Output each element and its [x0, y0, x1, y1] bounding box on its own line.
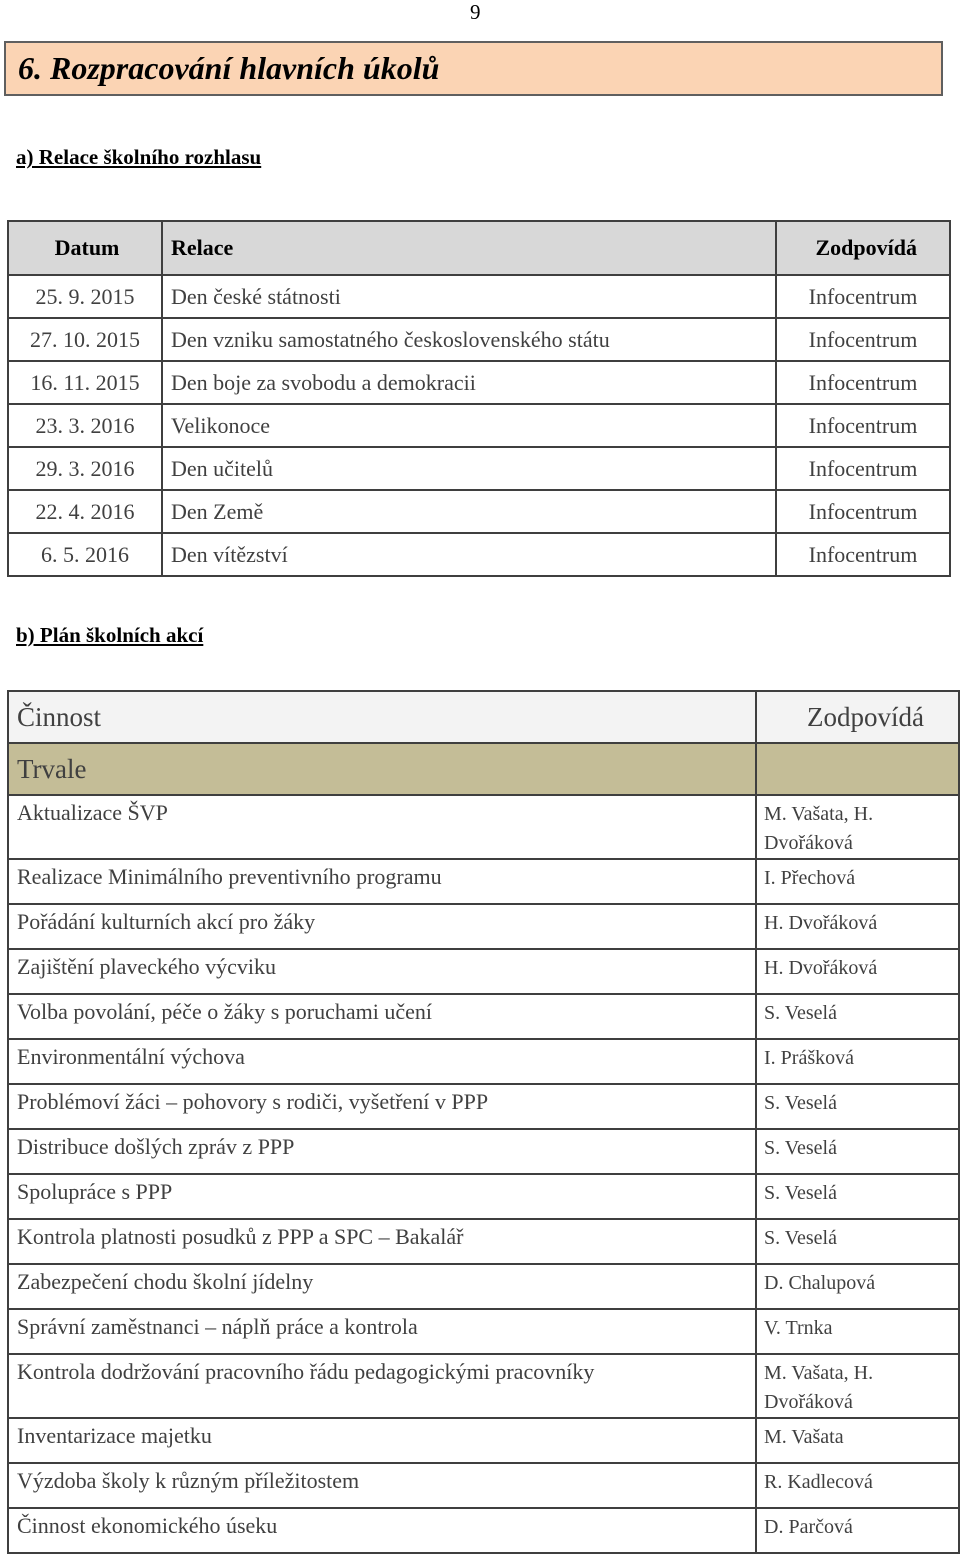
responsible-cell: M. Vašata: [756, 1418, 959, 1463]
table-row: [8, 318, 950, 361]
responsible-cell: R. Kadlecová: [756, 1463, 959, 1508]
category-label: Trvale: [8, 743, 756, 795]
table-row: [8, 490, 950, 533]
activity-cell: Pořádání kulturních akcí pro žáky: [8, 904, 756, 949]
activity-cell: Spolupráce s PPP: [8, 1174, 756, 1219]
page-number: 9: [470, 0, 481, 24]
table-header-row: [8, 221, 950, 275]
activity-cell: Distribuce došlých zpráv z PPP: [8, 1129, 756, 1174]
responsible-cell: D. Chalupová: [756, 1264, 959, 1309]
responsible-cell: H. Dvořáková: [756, 949, 959, 994]
activity-cell: Realizace Minimálního preventivního programu: [8, 859, 756, 904]
table-row: [8, 795, 959, 859]
responsible-cell: H. Dvořáková: [756, 904, 959, 949]
section-b-title: b) Plán školních akcí: [16, 623, 204, 647]
table-row: [8, 994, 959, 1039]
responsible-cell: Infocentrum: [776, 490, 950, 533]
table-row: [8, 1219, 959, 1264]
responsible-cell: Infocentrum: [776, 318, 950, 361]
responsible-cell: M. Vašata, H. Dvořáková: [756, 795, 959, 859]
program-cell: Den vítězství: [162, 533, 776, 576]
activity-cell: Problémoví žáci – pohovory s rodiči, vyšetření v PPP: [8, 1084, 756, 1129]
program-cell: Den české státnosti: [162, 275, 776, 318]
section-a-title: a) Relace školního rozhlasu: [16, 145, 262, 169]
activity-cell: Zajištění plaveckého výcviku: [8, 949, 756, 994]
responsible-cell: V. Trnka: [756, 1309, 959, 1354]
category-empty-cell: [756, 743, 959, 795]
column-header-activity: Činnost: [8, 691, 756, 743]
responsible-cell: M. Vašata, H. Dvořáková: [756, 1354, 959, 1418]
table-row: [8, 859, 959, 904]
activity-cell: Volba povolání, péče o žáky s poruchami učení: [8, 994, 756, 1039]
table-row: [8, 361, 950, 404]
column-header-date: Datum: [8, 221, 162, 275]
table-row: [8, 949, 959, 994]
responsible-cell: Infocentrum: [776, 533, 950, 576]
chapter-heading: 6. Rozpracování hlavních úkolů: [4, 41, 943, 96]
table-row: [8, 1463, 959, 1508]
table-row: [8, 1084, 959, 1129]
responsible-cell: I. Přechová: [756, 859, 959, 904]
activity-cell: Zabezpečení chodu školní jídelny: [8, 1264, 756, 1309]
table-row: [8, 447, 950, 490]
activity-cell: Environmentální výchova: [8, 1039, 756, 1084]
program-cell: Den Země: [162, 490, 776, 533]
responsible-cell: S. Veselá: [756, 1129, 959, 1174]
program-cell: Den učitelů: [162, 447, 776, 490]
column-header-responsible: Zodpovídá: [776, 221, 950, 275]
responsible-cell: Infocentrum: [776, 275, 950, 318]
table-row: [8, 904, 959, 949]
date-cell: 16. 11. 2015: [8, 361, 162, 404]
activity-cell: Kontrola dodržování pracovního řádu pedagogickými pracovníky: [8, 1354, 756, 1418]
activity-cell: Činnost ekonomického úseku: [8, 1508, 756, 1553]
responsible-cell: I. Prášková: [756, 1039, 959, 1084]
activity-cell: Správní zaměstnanci – náplň práce a kontrola: [8, 1309, 756, 1354]
date-cell: 27. 10. 2015: [8, 318, 162, 361]
table-header-row: [8, 691, 959, 743]
responsible-cell: S. Veselá: [756, 1084, 959, 1129]
table-row: [8, 1174, 959, 1219]
date-cell: 22. 4. 2016: [8, 490, 162, 533]
responsible-cell: S. Veselá: [756, 994, 959, 1039]
program-cell: Velikonoce: [162, 404, 776, 447]
activity-cell: Inventarizace majetku: [8, 1418, 756, 1463]
responsible-cell: Infocentrum: [776, 404, 950, 447]
responsible-cell: S. Veselá: [756, 1219, 959, 1264]
table-row: [8, 533, 950, 576]
category-row: [8, 743, 959, 795]
activity-cell: Aktualizace ŠVP: [8, 795, 756, 859]
table-row: [8, 1129, 959, 1174]
school-events-table: [7, 690, 960, 1554]
program-cell: Den vzniku samostatného československého státu: [162, 318, 776, 361]
column-header-program: Relace: [162, 221, 776, 275]
responsible-cell: Infocentrum: [776, 361, 950, 404]
activity-cell: Výzdoba školy k různým příležitostem: [8, 1463, 756, 1508]
program-cell: Den boje za svobodu a demokracii: [162, 361, 776, 404]
table-row: [8, 275, 950, 318]
responsible-cell: Infocentrum: [776, 447, 950, 490]
table-row: [8, 1039, 959, 1084]
table-row: [8, 404, 950, 447]
date-cell: 6. 5. 2016: [8, 533, 162, 576]
date-cell: 29. 3. 2016: [8, 447, 162, 490]
date-cell: 25. 9. 2015: [8, 275, 162, 318]
table-row: [8, 1264, 959, 1309]
column-header-responsible: Zodpovídá: [756, 691, 959, 743]
table-row: [8, 1508, 959, 1553]
table-row: [8, 1418, 959, 1463]
responsible-cell: D. Parčová: [756, 1508, 959, 1553]
date-cell: 23. 3. 2016: [8, 404, 162, 447]
table-row: [8, 1309, 959, 1354]
activity-cell: Kontrola platnosti posudků z PPP a SPC – Bakalář: [8, 1219, 756, 1264]
school-radio-table: [7, 220, 951, 577]
table-row: [8, 1354, 959, 1418]
responsible-cell: S. Veselá: [756, 1174, 959, 1219]
